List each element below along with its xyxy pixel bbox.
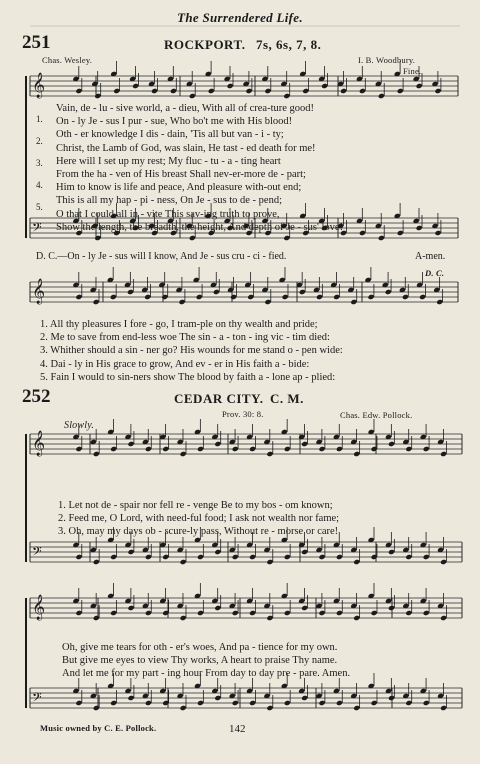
dc-mark: D. C. — [425, 268, 445, 278]
lyric-line: Him to know is life and peace, And pleasure with-out end; — [56, 182, 302, 194]
bass-clef: 𝄢 — [32, 544, 42, 562]
lyric-line: On - ly Je - sus I pur - sue, Who bo't me with His blood! — [56, 116, 293, 128]
lyric-line: 3. Oh, may my days ob - scure-ly pass, Without re - morse or care! — [58, 526, 339, 538]
lyric-line: 1. Let not de - spair nor fell re - venge Be to my bos - om known; — [58, 500, 333, 511]
verse-lines-second — [40, 318, 343, 384]
page-number: 142 — [229, 723, 246, 735]
lyric-line: Oth - er knowledge I dis - dain, 'Tis all but van - i - ty; — [56, 129, 284, 141]
lyric-line: Show the length, the breadth, the height, And depth of Je - sus' love! — [56, 221, 344, 233]
treble-clef: 𝄞 — [32, 431, 46, 456]
tempo-mark: Slowly. — [64, 420, 95, 431]
lyric-line: 2. Feed me, O Lord, with need-ful food; I ask not wealth nor fame; — [58, 513, 340, 525]
treble-clef: 𝄞 — [32, 595, 46, 620]
lyric-line: But give me eyes to view Thy works, A heart to praise Thy name. — [62, 655, 338, 667]
lyric-line: Here will I set up my rest; My fluc - tu - a - ting heart — [56, 155, 281, 167]
verse-number: 5. — [36, 202, 43, 212]
meter: C. M. — [270, 391, 304, 406]
lyric-line: O that I could all in - vite This sav-ing truth to prove, — [56, 208, 280, 220]
meter: 7s, 6s, 7, 8. — [256, 37, 322, 52]
lyric-line: 1. All thy pleasures I fore - go, I tram-ple on thy wealth and pride; — [40, 319, 318, 330]
bass-clef: 𝄢 — [32, 220, 42, 238]
lyric-line: And let me for my part - ing hour From day to day pre - pare. Amen. — [62, 668, 351, 680]
verse-number: 2. — [36, 136, 43, 146]
lyric-line: 5. Fain I would to sin-ners show The blood by faith a - lone ap - plied: — [40, 371, 336, 383]
scripture-ref: Prov. 30: 8. — [222, 409, 264, 419]
words-credit: Chas. Wesley. — [42, 55, 93, 65]
verse-number: 3. — [36, 158, 43, 168]
running-header: The Surrendered Life. — [177, 10, 303, 25]
dc-line: D. C.—On - ly Je - sus will I know, And Je - sus cru - ci - fied. — [36, 251, 287, 262]
copyright: Music owned by C. E. Pollock. — [40, 723, 157, 733]
amen: A-men. — [415, 251, 446, 262]
lyric-line: 3. Whither should a sin - ner go? His wounds for me stand o - pen wide: — [40, 345, 343, 357]
bass-clef: 𝄢 — [32, 690, 42, 708]
hymn-number: 252 — [22, 386, 51, 407]
lyric-line: Oh, give me tears for oth - er's woes, And pa - tience for my own. — [62, 642, 338, 653]
fine-mark: Fine. — [403, 66, 422, 76]
treble-clef: 𝄞 — [32, 73, 46, 98]
tune-name: CEDAR CITY. — [174, 391, 264, 406]
hymn-number: 251 — [22, 32, 51, 53]
lyric-line: Christ, the Lamb of God, was slain, He tast - ed death for me! — [56, 142, 316, 154]
verse-number: 4. — [36, 180, 43, 190]
verse-lines-first — [56, 102, 343, 234]
verse-number: 1. — [36, 114, 43, 124]
verse-lines-a — [58, 499, 339, 539]
tune-name: ROCKPORT. — [164, 37, 246, 52]
music-credit: I. B. Woodbury. — [358, 55, 416, 65]
lyric-line: 4. Dai - ly in His grace to grow, And ev - er in His faith a - bide: — [40, 358, 310, 370]
lyric-line: From the ha - ven of His breast Shall nev-er-more de - part; — [56, 168, 306, 180]
lyric-line: This is all my hap - pi - ness, On Je - sus to de - pend; — [56, 195, 283, 207]
music-credit: Chas. Edw. Pollock. — [340, 410, 413, 420]
lyric-line: 2. Me to save from end-less woe The sin - a - ton - ing vic - tim died: — [40, 332, 330, 344]
treble-clef: 𝄞 — [32, 279, 46, 304]
verse-lines-b — [62, 641, 350, 681]
verse-numbers — [36, 108, 43, 218]
lyric-line: Vain, de - lu - sive world, a - dieu, With all of crea-ture good! — [56, 103, 315, 114]
